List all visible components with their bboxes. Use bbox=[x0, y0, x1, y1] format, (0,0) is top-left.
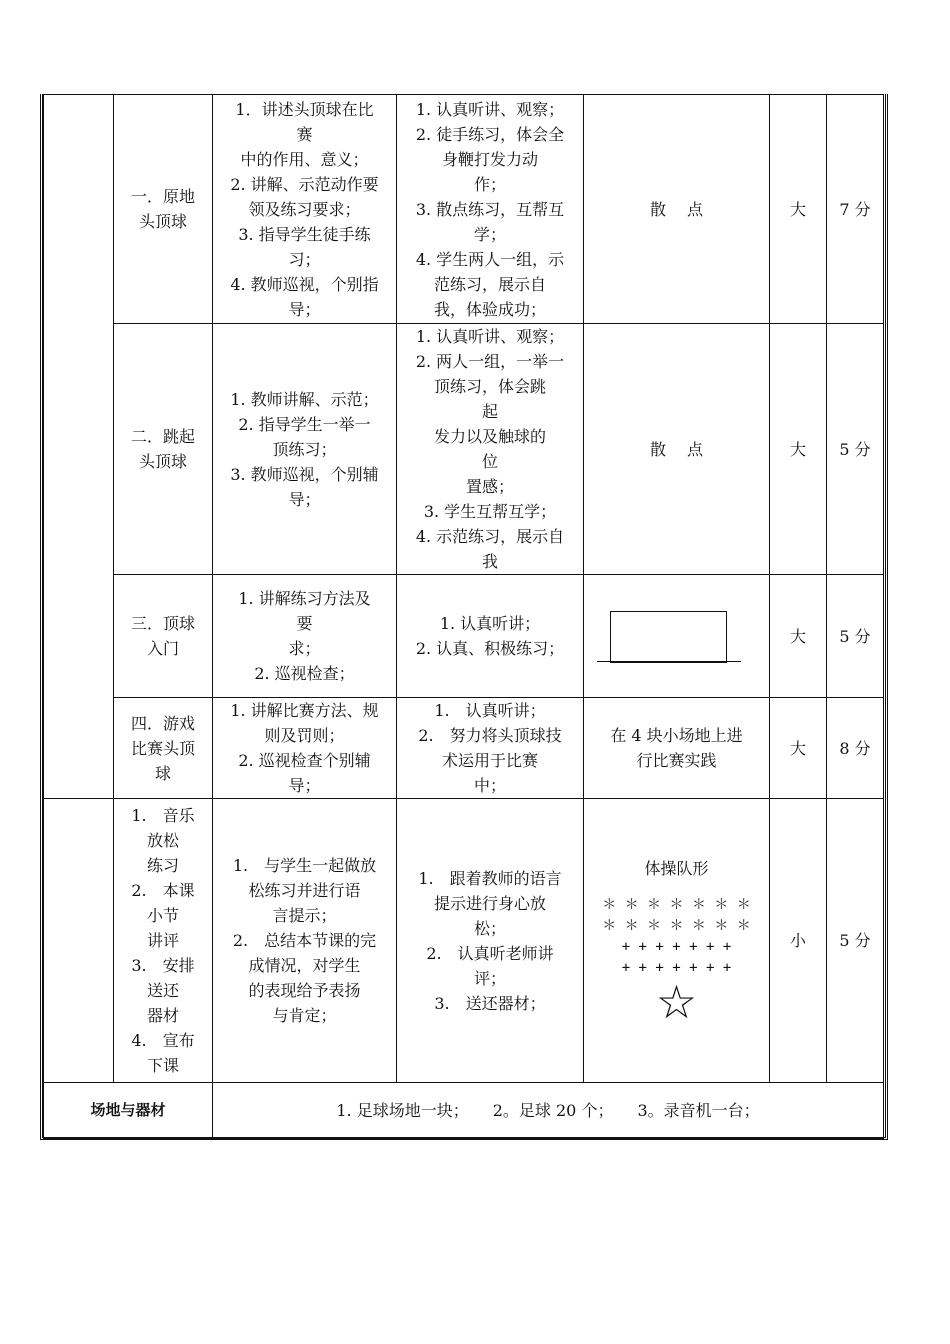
text-line: 评； bbox=[473, 968, 506, 988]
text-line: 4. 学生两人一组，示 bbox=[415, 249, 565, 269]
text-line: 送还 bbox=[146, 981, 179, 1000]
text-line: 2. 指导学生一举一 bbox=[238, 414, 371, 434]
text-line: 赛 bbox=[296, 124, 313, 144]
student-activity-cell bbox=[397, 799, 584, 1083]
table-row bbox=[44, 95, 884, 324]
text-line: 1. 认真听讲； bbox=[434, 701, 546, 720]
text-line: 4. 宣布 bbox=[131, 1031, 195, 1050]
text-line: 1. 认真听讲、观察； bbox=[415, 327, 565, 346]
formation-grid bbox=[588, 895, 765, 979]
venue-equipment-label: 场地与器材 bbox=[44, 1083, 213, 1139]
text-line: 导； bbox=[288, 299, 321, 319]
star-icon: ☆ bbox=[655, 975, 698, 1029]
text-line: 讲评 bbox=[146, 931, 179, 950]
organization-cell: 散 点 bbox=[584, 324, 770, 575]
teacher-activity-cell bbox=[213, 324, 397, 575]
intensity-cell: 大 bbox=[770, 575, 827, 698]
text-line: 二．跳起 bbox=[130, 427, 195, 446]
text-line: 2. 认真听老师讲 bbox=[426, 943, 554, 963]
text-line: 比赛头顶 bbox=[130, 738, 195, 758]
text-line: 1．讲述头顶球在比 bbox=[235, 99, 374, 119]
field-line bbox=[597, 661, 741, 662]
text-line: 身鞭打发力动 bbox=[441, 149, 538, 169]
text-line: 2. 徒手练习，体会全 bbox=[415, 124, 565, 144]
student-activity-cell bbox=[397, 95, 584, 324]
text-line: 1. 讲解练习方法及 bbox=[238, 589, 371, 608]
text-line: 3. 散点练习，互帮互 bbox=[415, 199, 565, 219]
text-line: 求； bbox=[288, 639, 321, 658]
text-line: 3. 指导学生徒手练 bbox=[238, 224, 371, 244]
text-line: 领及练习要求； bbox=[248, 199, 361, 219]
table-row bbox=[44, 799, 884, 1083]
text-line: 下课 bbox=[146, 1056, 179, 1075]
text-line: 行比赛实践 bbox=[636, 751, 717, 770]
text-line: 2. 巡视检查个别辅 bbox=[238, 751, 371, 770]
text-line: 入门 bbox=[146, 639, 179, 658]
text-line: 言提示； bbox=[272, 906, 337, 925]
content-cell bbox=[114, 575, 213, 698]
text-line: 一．原地 bbox=[130, 187, 195, 206]
organization-cell bbox=[584, 799, 770, 1083]
text-line: 放松 bbox=[146, 831, 179, 850]
text-line: 4. 示范练习，展示自 bbox=[415, 527, 565, 546]
text-line: 学； bbox=[473, 224, 506, 244]
organization-cell bbox=[584, 575, 770, 698]
text-line: 1. 讲解比赛方法、规 bbox=[230, 701, 379, 720]
text-line: 术运用于比赛 bbox=[441, 751, 538, 770]
organization-cell bbox=[584, 698, 770, 799]
text-line: 发力以及触球的 bbox=[433, 427, 546, 446]
text-line: 导； bbox=[288, 489, 321, 509]
text-line: 我，体验成功； bbox=[433, 299, 546, 319]
teacher-activity-cell bbox=[213, 799, 397, 1083]
content-cell bbox=[114, 95, 213, 324]
table-row bbox=[44, 698, 884, 799]
time-cell: 8 分 bbox=[827, 698, 884, 799]
time-cell: 5 分 bbox=[827, 575, 884, 698]
text-line: 位 bbox=[481, 452, 498, 471]
text-line: 我 bbox=[481, 552, 498, 571]
text-line: 3. 送还器材； bbox=[434, 993, 546, 1013]
intensity-cell: 小 bbox=[770, 799, 827, 1083]
text-line: 3. 教师巡视，个别辅 bbox=[230, 464, 379, 484]
time-cell: 5 分 bbox=[827, 324, 884, 575]
text-line: 松； bbox=[473, 918, 506, 938]
table-row bbox=[44, 1083, 884, 1139]
text-line: ＊ ＊ ＊ ＊ ＊ ＊ ＊ bbox=[602, 918, 751, 934]
content-cell bbox=[114, 324, 213, 575]
field-diagram bbox=[597, 606, 757, 666]
text-line: 2. 努力将头顶球技 bbox=[418, 726, 562, 745]
text-line: 则及罚则； bbox=[264, 726, 345, 745]
text-line: 在 4 块小场地上进 bbox=[610, 726, 743, 745]
text-line: 中； bbox=[473, 776, 506, 795]
text-line: 3. 安排 bbox=[131, 956, 195, 975]
text-line: 松练习并进行语 bbox=[248, 881, 361, 900]
text-line: 2. 总结本节课的完 bbox=[232, 931, 377, 950]
text-line: 1. 认真听讲、观察； bbox=[415, 99, 565, 119]
text-line: 1. 跟着教师的语言 bbox=[418, 868, 562, 888]
text-line: + + + + + + + bbox=[621, 960, 732, 976]
text-line: 小节 bbox=[146, 906, 179, 925]
text-line: 器材 bbox=[146, 1006, 179, 1025]
text-line: 2. 巡视检查； bbox=[254, 664, 355, 683]
teacher-activity-cell bbox=[213, 95, 397, 324]
text-line: 顶练习； bbox=[272, 439, 337, 459]
text-line: 范练习，展示自 bbox=[433, 274, 546, 294]
section-cell bbox=[44, 95, 114, 799]
venue-equipment-items: 1. 足球场地一块； 2。足球 20 个； 3。录音机一台； bbox=[213, 1083, 884, 1139]
organization-cell: 散 点 bbox=[584, 95, 770, 324]
goal-rectangle bbox=[610, 611, 727, 663]
student-activity-cell bbox=[397, 575, 584, 698]
student-activity-cell bbox=[397, 698, 584, 799]
text-line: 2. 讲解、示范动作要 bbox=[230, 174, 379, 194]
section-cell bbox=[44, 799, 114, 1083]
text-line: 习； bbox=[288, 249, 321, 269]
text-line: 练习 bbox=[146, 856, 179, 875]
student-activity-cell bbox=[397, 324, 584, 575]
text-line: 2. 认真、积极练习； bbox=[415, 639, 565, 658]
text-line: 2. 本课 bbox=[131, 881, 195, 900]
text-line: 导； bbox=[288, 776, 321, 795]
table-row bbox=[44, 575, 884, 698]
text-line: 置感； bbox=[465, 477, 514, 496]
intensity-cell: 大 bbox=[770, 95, 827, 324]
text-line: 提示进行身心放 bbox=[433, 893, 546, 913]
text-line: 头顶球 bbox=[138, 452, 187, 471]
time-cell: 5 分 bbox=[827, 799, 884, 1083]
text-line: 2. 两人一组，一举一 bbox=[415, 352, 565, 371]
text-line: 作； bbox=[473, 174, 506, 194]
text-line: 1. 认真听讲； bbox=[439, 614, 541, 633]
text-line: 3. 学生互帮互学； bbox=[423, 502, 557, 521]
text-line: 的表现给予表扬 bbox=[248, 981, 361, 1000]
text-line: + + + + + + + bbox=[621, 939, 732, 955]
text-line: 球 bbox=[154, 763, 171, 783]
text-line: 1. 与学生一起做放 bbox=[232, 856, 377, 875]
text-line: 中的作用、意义； bbox=[240, 149, 369, 169]
table-row bbox=[44, 324, 884, 575]
teacher-activity-cell bbox=[213, 575, 397, 698]
lesson-plan-table bbox=[43, 94, 884, 1139]
intensity-cell: 大 bbox=[770, 324, 827, 575]
content-cell bbox=[114, 799, 213, 1083]
time-cell: 7 分 bbox=[827, 95, 884, 324]
teacher-activity-cell bbox=[213, 698, 397, 799]
text-line: 顶练习，体会跳 bbox=[433, 377, 546, 396]
text-line: 三．顶球 bbox=[130, 614, 195, 633]
text-line: 头顶球 bbox=[138, 212, 187, 231]
text-line: 要 bbox=[296, 614, 313, 633]
text-line: 1. 音乐 bbox=[131, 806, 195, 825]
intensity-cell: 大 bbox=[770, 698, 827, 799]
text-line: 与肯定； bbox=[272, 1006, 337, 1025]
text-line: 起 bbox=[481, 402, 498, 421]
text-line: ＊ ＊ ＊ ＊ ＊ ＊ ＊ bbox=[602, 897, 751, 913]
text-line: 1. 教师讲解、示范； bbox=[230, 389, 379, 409]
text-line: 四．游戏 bbox=[130, 713, 195, 733]
content-cell bbox=[114, 698, 213, 799]
text-line: 4. 教师巡视，个别指 bbox=[230, 274, 379, 294]
text-line: 成情况，对学生 bbox=[248, 956, 361, 975]
formation-title: 体操队形 bbox=[644, 859, 709, 878]
